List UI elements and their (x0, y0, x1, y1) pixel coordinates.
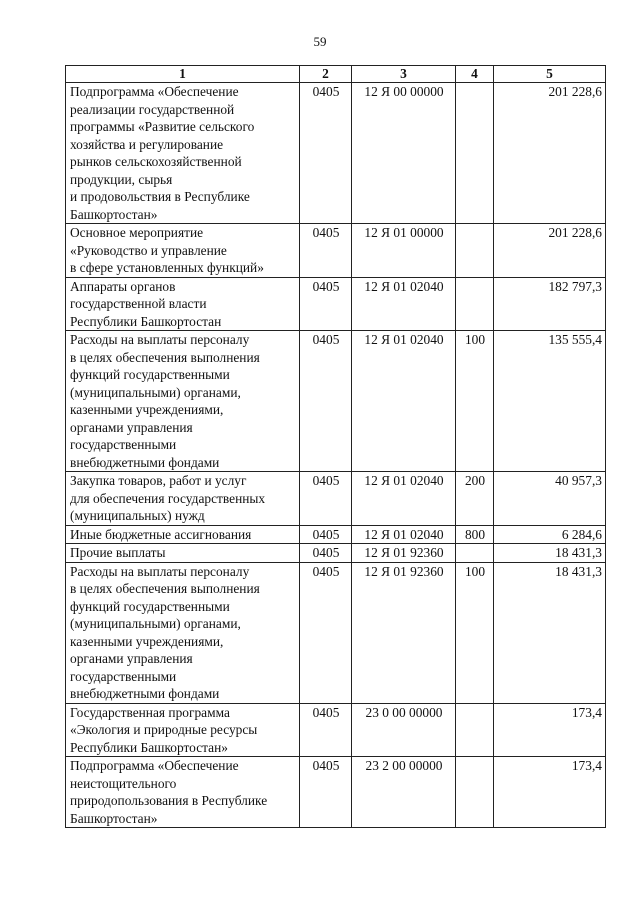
row-sum-cell (494, 83, 606, 224)
row-sum-text: 173,4 (571, 704, 602, 720)
row-sum-text: 182 797,3 (548, 278, 602, 294)
row-section-cell (300, 562, 352, 703)
row-sum-text: 40 957,3 (555, 473, 602, 488)
table-body (66, 83, 606, 828)
row-target-text: 12 Я 01 92360 (364, 545, 444, 560)
row-target-text: 12 Я 01 02040 (364, 526, 444, 542)
row-name-text: Подпрограмма «Обеспечение реализации государственной программы «Развитие сельского хозяйства и регулирование рынков сельскохозяйственной продукции, сырья и продовольствия в Республике Башкортостан» (70, 84, 255, 222)
table-row (66, 757, 606, 828)
row-section-text: 0405 (312, 278, 340, 294)
row-name-cell (66, 472, 300, 526)
row-section-cell (300, 472, 352, 526)
row-section-text: 0405 (312, 332, 340, 347)
row-name-text: Расходы на выплаты персоналу в целях обеспечения выполнения функций государственными (муниципальными) органами, казенными учреждениями, органами управления государственными внебюджетными фондами (70, 332, 260, 470)
row-expense-type-cell (456, 562, 494, 703)
row-expense-type-cell (456, 331, 494, 472)
table-row (66, 277, 606, 331)
column-header-target: 3 (352, 66, 456, 83)
row-name-text: Прочие выплаты (70, 545, 166, 560)
row-name-cell (66, 757, 300, 828)
table-row (66, 703, 606, 757)
row-expense-type-cell (456, 757, 494, 828)
row-sum-cell (494, 562, 606, 703)
row-name-text: Государственная программа «Экология и природные ресурсы Республики Башкортостан» (70, 704, 258, 755)
row-expense-type-text: 100 (464, 563, 486, 579)
row-section-cell (300, 331, 352, 472)
row-name-text: Основное мероприятие «Руководство и управление в сфере установленных функций» (70, 225, 264, 275)
row-expense-type-text: 800 (464, 526, 486, 542)
row-expense-type-cell (456, 277, 494, 331)
row-section-cell (300, 544, 352, 563)
row-section-text: 0405 (312, 473, 340, 488)
budget-table (65, 65, 606, 828)
row-expense-type-text: 100 (464, 332, 486, 347)
row-section-text: 0405 (312, 225, 340, 240)
row-target-text: 12 Я 01 92360 (364, 563, 444, 579)
column-header-name: 1 (66, 66, 300, 83)
row-name-text: Закупка товаров, работ и услуг для обеспечения государственных (муниципальных) нужд (70, 473, 266, 523)
row-sum-text: 18 431,3 (555, 545, 602, 560)
row-name-cell (66, 525, 300, 544)
row-sum-text: 201 228,6 (548, 84, 602, 99)
row-name-cell (66, 331, 300, 472)
row-section-cell (300, 83, 352, 224)
table-row (66, 562, 606, 703)
row-target-text: 12 Я 01 02040 (364, 278, 444, 294)
row-target-text: 23 0 00 00000 (365, 704, 443, 720)
table-row (66, 525, 606, 544)
row-section-cell (300, 277, 352, 331)
row-sum-text: 201 228,6 (548, 225, 602, 240)
row-name-cell (66, 544, 300, 563)
row-target-cell (352, 562, 456, 703)
row-name-cell (66, 562, 300, 703)
row-section-text: 0405 (312, 545, 340, 560)
row-sum-text: 173,4 (571, 758, 602, 773)
table-header-row (66, 66, 606, 83)
row-target-text: 12 Я 01 02040 (364, 473, 444, 488)
row-target-cell (352, 544, 456, 563)
row-section-text: 0405 (312, 563, 340, 579)
column-header-sum: 5 (494, 66, 606, 83)
row-expense-type-cell (456, 703, 494, 757)
row-name-cell (66, 83, 300, 224)
row-section-text: 0405 (312, 704, 340, 720)
page-number: 59 (313, 34, 327, 49)
row-expense-type-cell (456, 525, 494, 544)
row-target-text: 12 Я 00 00000 (364, 84, 444, 99)
row-section-text: 0405 (312, 526, 340, 542)
row-sum-cell (494, 544, 606, 563)
row-target-cell (352, 277, 456, 331)
row-sum-cell (494, 331, 606, 472)
table-row (66, 224, 606, 278)
row-section-cell (300, 703, 352, 757)
row-expense-type-text: 200 (464, 473, 486, 488)
row-expense-type-cell (456, 83, 494, 224)
row-sum-cell (494, 525, 606, 544)
row-sum-cell (494, 472, 606, 526)
row-sum-cell (494, 277, 606, 331)
table-row (66, 544, 606, 563)
column-header-section: 2 (300, 66, 352, 83)
row-expense-type-cell (456, 224, 494, 278)
row-section-cell (300, 224, 352, 278)
row-target-text: 12 Я 01 02040 (364, 332, 444, 347)
row-section-text: 0405 (312, 84, 340, 99)
row-target-text: 23 2 00 00000 (365, 758, 443, 773)
row-target-cell (352, 331, 456, 472)
row-section-cell (300, 525, 352, 544)
row-sum-cell (494, 703, 606, 757)
row-name-text: Аппараты органов государственной власти Республики Башкортостан (70, 278, 222, 329)
row-sum-cell (494, 757, 606, 828)
row-name-cell (66, 277, 300, 331)
row-sum-text: 135 555,4 (548, 332, 602, 347)
row-target-text: 12 Я 01 00000 (364, 225, 444, 240)
row-target-cell (352, 525, 456, 544)
row-name-text: Подпрограмма «Обеспечение неистощительного природопользования в Республике Башкортостан» (70, 758, 268, 826)
row-target-cell (352, 703, 456, 757)
row-expense-type-cell (456, 544, 494, 563)
row-target-cell (352, 757, 456, 828)
table-row (66, 472, 606, 526)
row-target-cell (352, 224, 456, 278)
row-section-text: 0405 (312, 758, 340, 773)
row-target-cell (352, 83, 456, 224)
row-name-cell (66, 224, 300, 278)
row-sum-text: 18 431,3 (555, 563, 602, 579)
column-header-expense-type: 4 (456, 66, 494, 83)
row-name-text: Расходы на выплаты персоналу в целях обеспечения выполнения функций государственными (муниципальными) органами, казенными учреждениями, органами управления государственными внебюджетными фондами (70, 563, 260, 701)
row-expense-type-cell (456, 472, 494, 526)
table-row (66, 331, 606, 472)
row-target-cell (352, 472, 456, 526)
row-section-cell (300, 757, 352, 828)
row-sum-text: 6 284,6 (561, 526, 602, 542)
row-sum-cell (494, 224, 606, 278)
table-row (66, 83, 606, 224)
row-name-text: Иные бюджетные ассигнования (70, 526, 252, 542)
row-name-cell (66, 703, 300, 757)
